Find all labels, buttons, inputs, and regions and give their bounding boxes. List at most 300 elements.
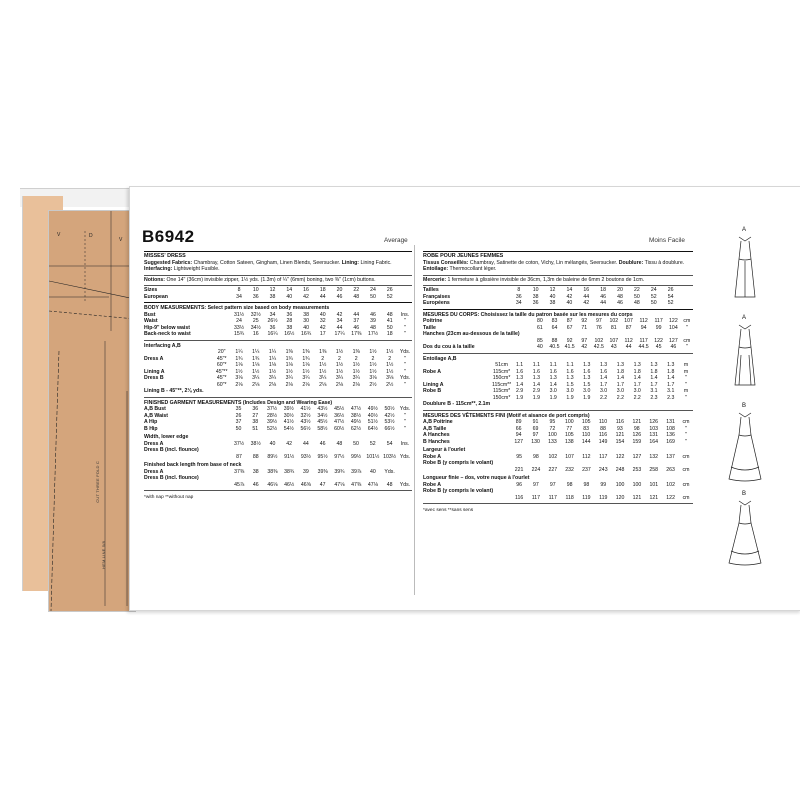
table-cell: 50½ (384, 406, 395, 412)
table-row (423, 467, 693, 474)
table-cell: 1½ (335, 362, 344, 368)
table-cell: 25 (252, 318, 259, 324)
table-cell: 1.4 (532, 381, 540, 388)
table-cell: 1.7 (633, 381, 641, 388)
table-cell: 16 (303, 287, 309, 293)
table-cell: 52 (386, 293, 393, 300)
table-cell: 48 (617, 293, 623, 300)
table-cell: 1½ (268, 368, 277, 375)
table-cell: 20 (336, 287, 343, 293)
table-cell: 1.5 (566, 381, 574, 388)
table-cell: 99½ (350, 453, 362, 460)
table-cell: 127 (514, 438, 523, 445)
view-label: B (742, 403, 747, 409)
table-cell: 42 (319, 324, 326, 331)
table-cell: 88 (600, 425, 606, 432)
table-cell: 1½ (386, 368, 394, 375)
table-cell: 26½ (267, 318, 278, 324)
table-cell: 159 (632, 438, 642, 445)
instruction-sheet (129, 186, 800, 611)
table-cell: 96 (516, 481, 522, 488)
table-cell: 144 (581, 438, 591, 445)
table-cell: 76 (595, 324, 602, 331)
table-cell: 115cm* (492, 368, 511, 375)
table-cell: 1½ (386, 349, 394, 355)
table-row (144, 454, 412, 461)
table-cell: 3⅛ (386, 375, 394, 381)
table-cell: 98 (633, 425, 640, 432)
table-cell: A,B Taille (423, 425, 447, 432)
table-cell: 87 (566, 318, 573, 324)
table-cell: 38 (252, 419, 259, 425)
table-cell: 16 (252, 331, 259, 337)
table-cell: Dos du cou à la taille (423, 344, 475, 350)
table-cell: 2.2 (616, 394, 624, 401)
table-cell: " (685, 324, 688, 331)
table-cell: 54½ (283, 425, 294, 432)
svg-text:V: V (57, 232, 61, 238)
table-cell: 71 (581, 324, 588, 331)
table-cell: 39⅜ (317, 468, 328, 475)
table-cell: 1.5 (583, 381, 591, 388)
table-cell: 97½ (334, 453, 345, 460)
table-cell: 1⅛ (302, 362, 310, 368)
table-row (423, 344, 693, 351)
table-cell: Robe A (423, 453, 441, 460)
table-cell: Européens (423, 300, 450, 306)
table-cell: 3¼ (268, 375, 277, 381)
table-cell: 224 (531, 466, 541, 473)
table-cell: 42.5 (593, 344, 604, 350)
table-cell: 89 (515, 419, 522, 425)
table-cell: 66 (515, 425, 522, 432)
table-row (144, 294, 412, 301)
table-cell (520, 344, 533, 351)
table-cell: 97 (595, 318, 602, 324)
tissue-label: CUT THREE FOLD C (95, 461, 100, 503)
table-cell: 1¼ (235, 349, 243, 355)
table-cell: " (685, 344, 688, 350)
table-cell: 8 (517, 287, 521, 293)
table-cell: 39⅞ (351, 468, 362, 475)
interfacing-text: Interfacing: Lightweight Fusible. (144, 266, 220, 272)
table-cell: 46½ (284, 481, 295, 488)
table-cell: 2 (354, 355, 358, 362)
table-cell: cm (682, 494, 690, 501)
table-cell: 1.3 (566, 375, 574, 381)
table-cell: cm (683, 318, 691, 324)
fabrics-text: Suggested Fabrics: Chambray, Cotton Sateen, Gingham, Linen Blends, Seersucker. Lining: Lining Fabric. (144, 259, 392, 266)
table-cell: 100 (548, 432, 557, 438)
table-cell: 1⅜ (302, 349, 310, 355)
table-cell: Dress B (144, 375, 164, 381)
table-cell: 45"* (216, 375, 227, 381)
table-cell: 117 (639, 337, 648, 344)
table-cell: Yds. (384, 468, 395, 475)
table-cell: Waist (144, 318, 158, 324)
table-cell: 1.4 (616, 375, 624, 381)
table-cell: 24 (370, 287, 376, 293)
table-cell: 46 (370, 311, 376, 318)
tissue-label: HEM LINE 5/8 (101, 541, 106, 569)
table-cell: 97 (549, 481, 556, 488)
table-cell: 1¾ (285, 355, 293, 362)
table-cell: 77 (566, 425, 573, 432)
table-cell: 137 (666, 453, 675, 460)
table-cell: " (404, 368, 406, 375)
table-cell: 45½ (334, 406, 345, 412)
table-cell: 1.9 (583, 394, 591, 401)
table-cell: Dress B (incl. flounce) (144, 475, 199, 481)
table-cell: 98 (533, 453, 539, 460)
table-cell: 1.8 (633, 368, 641, 375)
table-cell: 47⅜ (351, 481, 362, 488)
table-cell: 46 (670, 344, 677, 350)
table-cell: 60½ (334, 425, 345, 432)
table-cell: 44 (625, 344, 632, 350)
table-cell: 37 (235, 419, 242, 425)
table-cell: 2⅛ (252, 381, 260, 388)
table-cell: 58½ (317, 425, 328, 432)
table-cell: 45"** (215, 368, 228, 375)
table-cell: 16¼ (267, 331, 278, 337)
table-cell: 44 (600, 300, 607, 306)
table-cell: 34½ (317, 412, 328, 419)
table-cell: 1.4 (650, 375, 658, 381)
table-row (423, 300, 693, 307)
table-cell: 36 (532, 300, 539, 306)
table-cell (493, 495, 511, 502)
width-table-fr (423, 454, 693, 474)
table-row (144, 482, 412, 489)
table-cell: 28 (286, 318, 293, 324)
table-cell: 1½ (252, 368, 260, 375)
table-cell: 1.1 (532, 362, 540, 368)
table-cell: 2 (321, 355, 325, 362)
table-cell: 37⅜ (234, 468, 245, 475)
table-cell: 44 (583, 293, 590, 300)
table-cell: 1.9 (549, 394, 557, 401)
table-cell: 30 (303, 318, 309, 324)
table-cell: B Hip (144, 425, 158, 432)
table-cell: 31½ (233, 311, 245, 318)
table-cell: " (404, 355, 406, 362)
table-cell: 80 (536, 318, 543, 324)
notions-text: Notions: One 14" (36cm) invisible zipper, 1½ yds. (1.3m) of ¼" (6mm) boning, two ⅜" (1cm) buttons. (144, 276, 376, 283)
table-cell: Taille (423, 324, 436, 331)
table-cell: Lining A (144, 368, 165, 375)
table-cell: 115cm* (492, 388, 511, 394)
table-cell: 1.3 (650, 362, 658, 368)
table-cell: 47⅛ (334, 481, 345, 488)
table-cell: 27 (252, 412, 259, 419)
table-cell: 53½ (384, 419, 395, 425)
table-cell: 2 (371, 355, 375, 362)
table-cell: 1.3 (583, 362, 591, 368)
table-cell: 122 (666, 494, 675, 501)
table-cell: 103½ (383, 453, 397, 460)
table-cell: 3¼ (252, 375, 260, 381)
table-cell: 1.4 (599, 375, 608, 381)
table-cell: 100 (564, 419, 574, 425)
table-cell: 60"* (216, 381, 227, 388)
table-cell: 36½ (334, 412, 345, 419)
table-cell: Back-neck to waist (144, 331, 191, 337)
table-cell: 117 (654, 318, 663, 324)
table-cell: 40 (269, 440, 276, 447)
table-cell: 20" (217, 349, 226, 355)
table-cell: m (683, 368, 689, 375)
table-cell: 60"* (216, 362, 227, 368)
table-cell: 40 (319, 311, 326, 318)
table-cell: 1.7 (650, 381, 658, 388)
table-cell: 103 (649, 425, 658, 432)
table-cell: 117 (548, 494, 557, 501)
table-cell: 10 (532, 287, 539, 293)
table-cell: 1½ (369, 368, 377, 375)
table-cell: A Hip (144, 419, 158, 425)
table-cell: 1½ (335, 368, 344, 375)
table-cell: 43½ (300, 419, 311, 425)
table-row (144, 426, 412, 433)
width-header: Width, lower edge (144, 434, 189, 440)
table-cell: 112 (639, 318, 648, 324)
table-cell: 1⅜ (319, 349, 327, 355)
table-cell: 1.4 (633, 375, 641, 381)
table-cell: 45 (655, 344, 662, 350)
table-cell: cm (682, 419, 690, 425)
interfacing-header-fr: Entoilage A,B (423, 355, 457, 362)
table-cell: 1.4 (667, 375, 675, 381)
table-cell: 1.8 (667, 368, 675, 375)
table-cell: 88 (551, 337, 558, 344)
table-cell: 3.0 (616, 388, 624, 394)
table-cell: 122 (615, 453, 625, 460)
table-cell: 10 (252, 287, 259, 293)
table-cell: 38⅜ (267, 468, 278, 475)
table-row (423, 439, 693, 446)
table-cell: 117 (599, 453, 608, 460)
table-cell: 117 (531, 494, 541, 501)
table-cell: 1.1 (549, 362, 557, 368)
table-cell: Hanches (23cm au-dessous de la taille) (423, 331, 520, 337)
table-cell: 97 (532, 432, 539, 438)
table-cell: 32 (319, 318, 326, 324)
table-cell: 1½ (285, 368, 293, 375)
table-cell: 46 (252, 481, 259, 488)
table-cell: 87 (625, 324, 632, 331)
table-cell: 1.6 (532, 368, 540, 375)
table-cell: 121 (632, 419, 642, 425)
table-cell: 41½ (300, 406, 311, 412)
table-cell: 38 (286, 324, 293, 331)
finished-table-fr (423, 419, 693, 445)
table-cell: 243 (598, 466, 608, 473)
table-cell: 1½ (319, 362, 327, 368)
table-cell (493, 300, 511, 307)
table-cell: 46⅝ (300, 481, 311, 488)
table-cell: 45½ (317, 419, 328, 425)
table-cell: " (404, 324, 406, 331)
table-cell: 38½ (350, 412, 362, 419)
table-cell: Poitrine (423, 318, 443, 324)
table-cell: 38 (549, 300, 556, 306)
table-cell: 1¾ (252, 355, 260, 362)
table-cell: 126 (632, 432, 642, 438)
table-cell (493, 467, 511, 474)
table-cell: 2.3 (650, 394, 658, 401)
table-cell: 36 (269, 324, 276, 331)
body-measurements-table-fr (423, 318, 693, 351)
table-cell: 38 (269, 293, 276, 300)
table-cell: 102 (666, 481, 675, 488)
table-cell: 1¾ (302, 355, 310, 362)
table-cell: 2⅛ (335, 381, 344, 388)
table-cell: 1.3 (532, 375, 540, 381)
table-cell: 41½ (283, 419, 294, 425)
table-cell: 64 (551, 324, 558, 331)
table-cell: 1½ (235, 368, 243, 375)
table-cell: 154 (615, 438, 625, 445)
table-cell: 26 (386, 287, 393, 293)
table-cell: 48 (634, 300, 640, 306)
table-cell: 2 (337, 355, 341, 362)
view-label: B (742, 491, 747, 497)
table-cell: " (404, 318, 406, 324)
table-cell: 100 (615, 481, 625, 488)
table-cell: 1.3 (583, 375, 591, 381)
table-cell: 42 (581, 344, 588, 350)
table-cell (492, 439, 510, 446)
view-label: A (742, 315, 747, 321)
table-cell: 100 (632, 481, 642, 488)
table-cell (398, 294, 412, 301)
table-cell (679, 300, 693, 307)
table-cell: 131 (666, 419, 675, 425)
table-cell: 98 (566, 481, 573, 488)
table-cell: 18 (600, 287, 607, 293)
table-cell: 258 (649, 466, 659, 473)
table-cell: " (404, 381, 406, 388)
table-cell: 1.7 (599, 381, 608, 388)
table-cell: 1⅛ (235, 362, 243, 368)
table-cell: 95 (549, 419, 556, 425)
table-cell: Bust (144, 311, 156, 318)
table-cell: 83 (583, 425, 590, 432)
interfacing-header: Interfacing A,B (144, 342, 181, 349)
table-cell: 42 (336, 311, 343, 318)
table-cell: 16 (583, 287, 590, 293)
pattern-number: B6942 (142, 227, 195, 246)
table-cell: B Hanches (423, 438, 450, 445)
table-cell: Sizes (144, 287, 158, 293)
table-cell: 127 (669, 337, 678, 344)
difficulty-en: Average (384, 237, 408, 244)
table-cell: 1.1 (566, 362, 574, 368)
table-cell: 50 (650, 300, 657, 306)
table-cell: 46 (336, 293, 343, 300)
table-cell: 1¼ (252, 349, 260, 355)
table-cell: 95½ (317, 453, 328, 460)
table-cell: 1¼ (268, 349, 277, 355)
table-cell: 17 (319, 331, 326, 337)
table-cell: 18 (319, 287, 326, 293)
table-cell: 104 (669, 324, 678, 331)
table-cell: 2⅛ (235, 381, 243, 388)
table-cell: m (683, 388, 689, 394)
table-cell: 121 (632, 494, 642, 501)
table-cell: 2.9 (532, 388, 540, 394)
table-cell: 3⅛ (369, 375, 377, 381)
table-cell: " (404, 419, 406, 425)
table-cell: 1.3 (599, 362, 608, 368)
table-cell: 32½ (300, 412, 311, 419)
table-cell: 1.7 (667, 381, 675, 388)
table-cell: 40 (536, 344, 543, 350)
table-cell: 3¼ (302, 375, 310, 381)
table-cell: 37½ (266, 406, 278, 412)
table-cell: 1½ (352, 368, 360, 375)
width-header-fr: Largeur à l'ourlet (423, 447, 466, 453)
table-cell: 16½ (284, 331, 295, 337)
finished-measurements-header-fr: MESURES DES VÊTEMENTS FINI (Motif et aisance de port compris) (423, 412, 590, 419)
table-cell: 136 (666, 432, 675, 438)
table-cell: 1½ (302, 368, 310, 375)
table-cell: 1.4 (549, 381, 557, 388)
table-cell: 121 (615, 432, 625, 438)
table-cell: 131 (649, 432, 658, 438)
table-cell: Tailles (423, 287, 439, 293)
table-cell: 46 (319, 440, 326, 447)
table-cell: 38 (532, 293, 539, 300)
table-cell: 22 (634, 287, 640, 293)
table-cell: 2.3 (667, 394, 675, 401)
table-cell: 102 (548, 453, 558, 460)
table-cell: 116 (598, 432, 608, 438)
table-row (423, 495, 693, 502)
width-table (144, 441, 412, 461)
footnote: *with nap **without nap (144, 495, 194, 500)
table-cell: 50 (634, 293, 640, 300)
table-cell: 3¼ (335, 375, 344, 381)
table-cell: 1⅜ (285, 349, 293, 355)
table-cell: 48 (386, 311, 393, 318)
pattern-markings (49, 211, 135, 611)
table-cell: 54 (667, 293, 674, 300)
table-cell: 93 (617, 425, 623, 432)
table-cell: 91 (532, 419, 539, 425)
table-cell: A,B Poitrine (423, 419, 453, 425)
garment-title-fr: ROBE POUR JEUNES FEMMES (423, 251, 693, 260)
pattern-tissue (48, 210, 136, 612)
table-cell: 121 (649, 494, 659, 501)
length-header: Finished back length from base of neck (144, 462, 242, 468)
table-cell: 39 (303, 468, 309, 475)
table-cell: " (685, 425, 687, 432)
table-cell: " (404, 412, 406, 419)
table-cell (213, 426, 231, 433)
table-cell: 253 (632, 466, 642, 473)
table-cell: 28½ (266, 412, 278, 419)
table-cell (423, 495, 493, 502)
table-cell: 105 (564, 432, 574, 438)
table-cell: 8 (237, 287, 241, 293)
table-cell: 44.5 (638, 344, 649, 350)
table-cell: 1⅛ (285, 362, 293, 368)
table-cell: " (685, 432, 687, 438)
table-cell: 94 (640, 324, 647, 331)
table-cell: 42 (303, 293, 309, 300)
